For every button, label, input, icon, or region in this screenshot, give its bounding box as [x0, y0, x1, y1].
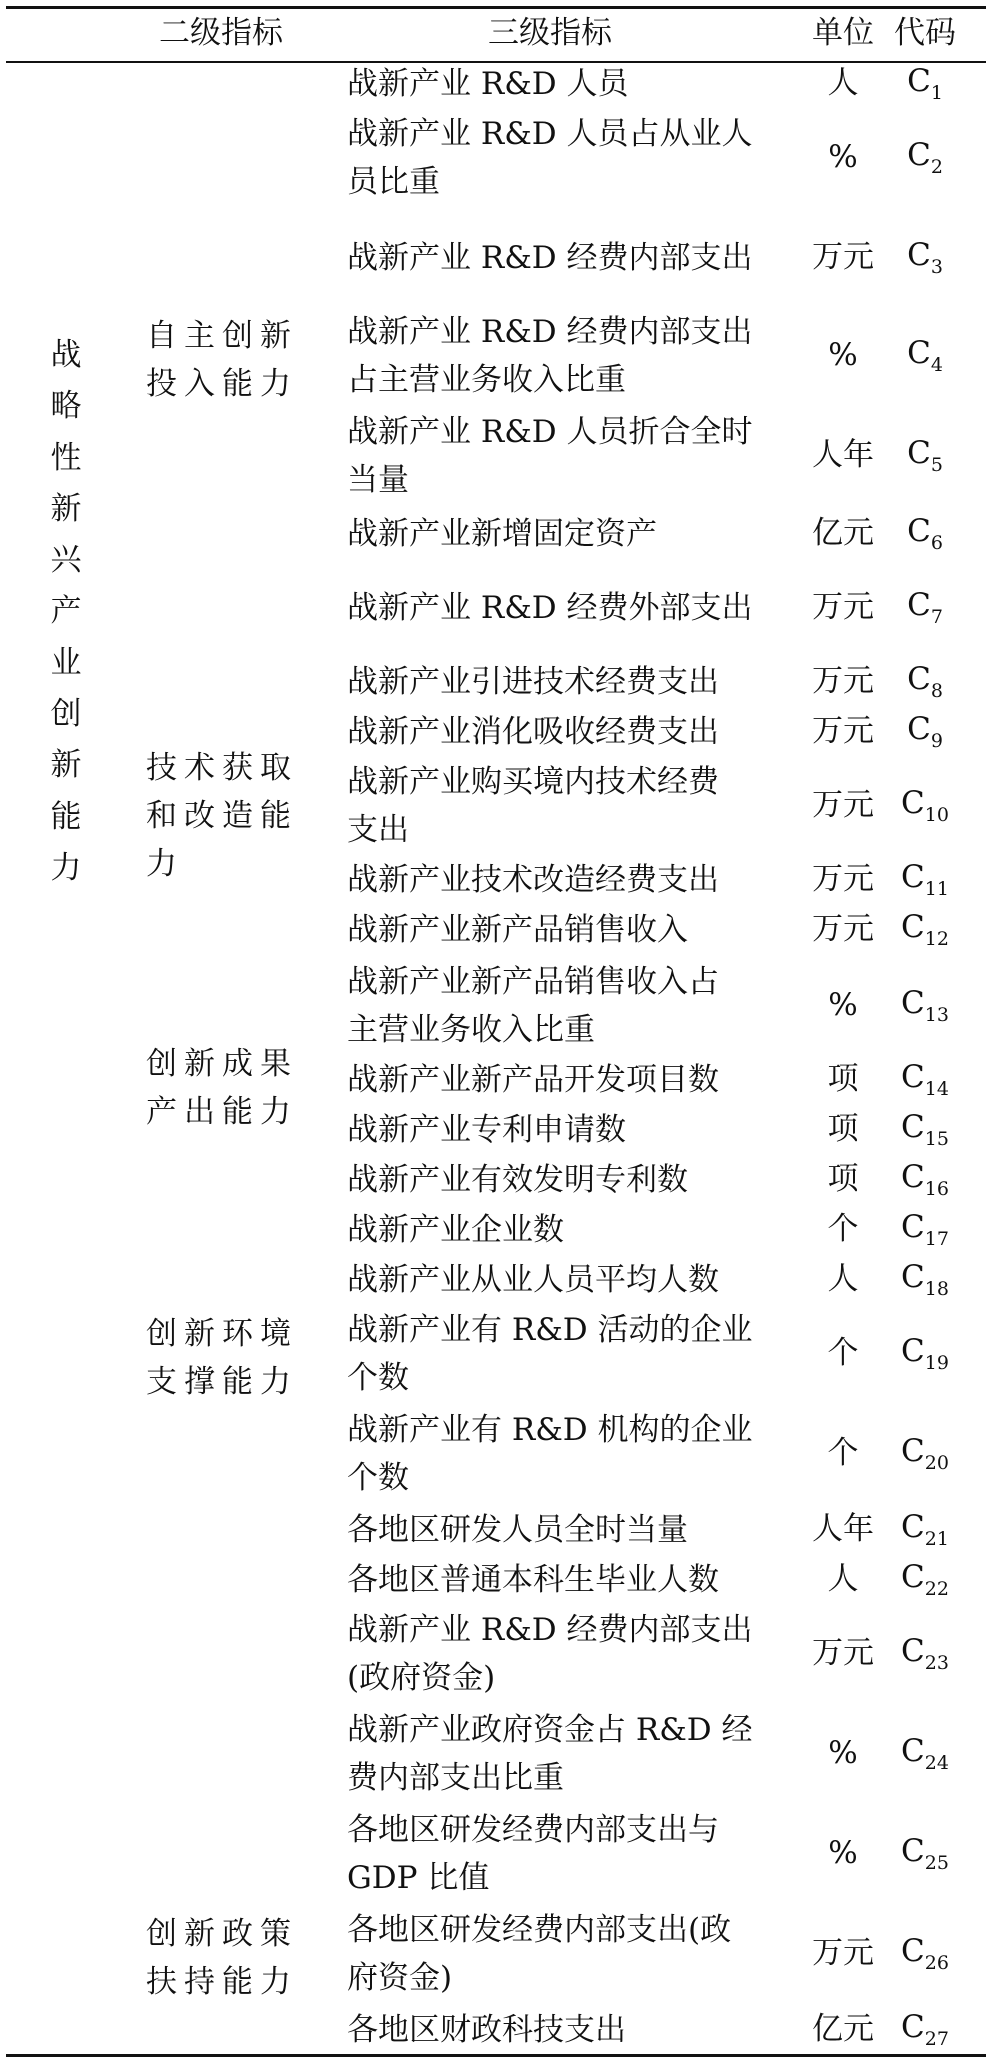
indicator-code: [901, 1159, 949, 1200]
indicator-code-letter: C: [901, 1933, 925, 1969]
indicator-name-line: 各地区研发经费内部支出与: [347, 1812, 719, 1848]
indicator-unit: 个: [827, 1435, 859, 1471]
level2-group: [146, 744, 298, 888]
indicator-code-subscript: 19: [924, 1352, 949, 1374]
indicator-code-letter: C: [901, 859, 925, 895]
indicator-code-subscript: 6: [930, 532, 943, 554]
indicator-code: [907, 513, 943, 554]
indicator-name-line: 战新产业 R&D 经费内部支出: [347, 1612, 753, 1648]
indicator-name-line: 各地区普通本科生毕业人数: [347, 1562, 719, 1598]
indicator-name-line: 当量: [347, 462, 409, 498]
indicator-code-subscript: 16: [924, 1178, 949, 1200]
indicator-code-letter: C: [907, 137, 931, 173]
indicator-unit: %: [828, 987, 858, 1023]
indicator-code-subscript: 17: [924, 1228, 949, 1250]
indicator-name: [347, 1706, 753, 1802]
indicator-code-letter: C: [901, 1633, 925, 1669]
indicator-code-letter: C: [907, 587, 931, 623]
indicator-name-line: 战新产业有效发明专利数: [347, 1162, 688, 1198]
indicator-code: [901, 1433, 949, 1474]
level1-char: 新: [50, 747, 82, 784]
indicator-code: [901, 1259, 949, 1300]
table-bottom-rule: [6, 2054, 986, 2057]
indicator-unit: 万元: [812, 239, 874, 275]
indicator-name-line: 战新产业购买境内技术经费: [347, 764, 719, 800]
level2-group-line: 力: [146, 846, 184, 882]
indicator-name-line: 战新产业技术改造经费支出: [347, 862, 719, 898]
level2-group-line: 支撑能力: [146, 1364, 298, 1400]
indicator-name: [347, 60, 629, 108]
level2-group-line: 技术获取: [146, 750, 298, 786]
header-level2: 二级指标: [159, 15, 283, 51]
level1-label: [48, 330, 84, 894]
indicator-code-subscript: 4: [930, 354, 943, 376]
indicator-name-line: 战新产业新增固定资产: [347, 516, 657, 552]
indicator-name-line: 战新产业新产品销售收入占: [347, 964, 719, 1000]
indicator-code-subscript: 27: [924, 2028, 949, 2050]
indicator-code-subscript: 25: [924, 1852, 949, 1874]
indicator-name-line: (政府资金): [347, 1660, 496, 1696]
indicator-name-line: 战新产业引进技术经费支出: [347, 664, 719, 700]
indicator-code: [901, 909, 949, 950]
indicator-code: [901, 1559, 949, 1600]
indicator-unit: 万元: [812, 589, 874, 625]
indicator-code-letter: C: [901, 1159, 925, 1195]
indicator-name-line: 个数: [347, 1460, 409, 1496]
indicator-code: [907, 63, 943, 104]
indicator-code: [907, 711, 943, 752]
indicator-name: [347, 1906, 731, 2002]
indicator-code-letter: C: [901, 1109, 925, 1145]
indicator-name-line: 费内部支出比重: [347, 1760, 564, 1796]
indicator-code: [901, 1509, 949, 1550]
indicator-name-line: 战新产业 R&D 人员: [347, 66, 629, 102]
indicator-code-subscript: 7: [930, 606, 943, 628]
indicator-code: [901, 1333, 949, 1374]
level1-char: 创: [50, 696, 82, 733]
indicator-name-line: 个数: [347, 1360, 409, 1396]
indicator-name: [347, 1156, 688, 1204]
indicator-name-line: 战新产业 R&D 人员折合全时: [347, 414, 753, 450]
indicator-code-letter: C: [907, 335, 931, 371]
indicator-code: [907, 137, 943, 178]
indicator-code: [907, 237, 943, 278]
indicator-unit: 人: [827, 65, 859, 101]
indicator-name: [347, 408, 753, 504]
indicator-name: [347, 1506, 688, 1554]
indicator-code-subscript: 23: [924, 1652, 949, 1674]
indicator-name: [347, 1306, 753, 1402]
indicator-unit: 亿元: [812, 2011, 874, 2047]
indicator-name: [347, 584, 753, 632]
indicator-name-line: 各地区财政科技支出: [347, 2012, 626, 2048]
indicator-unit: 人: [827, 1561, 859, 1597]
indicator-name-line: 战新产业 R&D 经费外部支出: [347, 590, 753, 626]
level2-group: [146, 1310, 298, 1406]
indicator-unit: 人: [827, 1261, 859, 1297]
indicator-name-line: 员比重: [347, 164, 440, 200]
indicator-unit: 亿元: [812, 515, 874, 551]
level2-group-line: 创新环境: [146, 1316, 298, 1352]
indicator-name-line: GDP 比值: [347, 1860, 490, 1896]
indicator-code: [901, 985, 949, 1026]
indicator-code-subscript: 20: [924, 1452, 949, 1474]
level1-char: 性: [50, 439, 82, 476]
indicator-code-letter: C: [901, 985, 925, 1021]
indicator-code-letter: C: [901, 1333, 925, 1369]
indicator-name: [347, 1106, 626, 1154]
indicator-code: [901, 1209, 949, 1250]
indicator-name-line: 占主营业务收入比重: [347, 362, 626, 398]
indicator-unit: 个: [827, 1211, 859, 1247]
indicator-code-letter: C: [901, 1059, 925, 1095]
indicator-code-subscript: 11: [924, 878, 949, 900]
indicator-name-line: 战新产业企业数: [347, 1212, 564, 1248]
indicator-code-subscript: 2: [930, 156, 943, 178]
indicator-name-line: 战新产业消化吸收经费支出: [347, 714, 719, 750]
indicator-name: [347, 510, 657, 558]
indicator-code-subscript: 10: [924, 804, 949, 826]
indicator-code-letter: C: [907, 513, 931, 549]
indicator-code: [901, 859, 949, 900]
indicator-name: [347, 906, 688, 954]
indicator-unit: %: [828, 139, 858, 175]
indicator-name-line: 各地区研发人员全时当量: [347, 1512, 688, 1548]
header-level3: 三级指标: [488, 15, 612, 51]
header-code: 代码: [894, 15, 956, 51]
level2-group-line: 创新成果: [146, 1046, 298, 1082]
indicator-unit: 万元: [812, 861, 874, 897]
level2-group-line: 和改造能: [146, 798, 298, 834]
level2-group-line: 产出能力: [146, 1094, 298, 1130]
indicator-name-line: 各地区研发经费内部支出(政: [347, 1912, 732, 1948]
indicator-name: [347, 1806, 719, 1902]
indicator-name: [347, 1556, 719, 1604]
indicator-code-letter: C: [901, 2009, 925, 2045]
indicator-name: [347, 1256, 719, 1304]
indicator-unit: %: [828, 1835, 858, 1871]
indicator-code-letter: C: [901, 1733, 925, 1769]
indicator-name: [347, 234, 753, 282]
indicator-code-letter: C: [907, 435, 931, 471]
level1-char: 力: [50, 849, 82, 886]
indicator-name-line: 战新产业有 R&D 机构的企业: [347, 1412, 753, 1448]
level1-char: 兴: [50, 542, 82, 579]
indicator-unit: 万元: [812, 663, 874, 699]
level2-group-line: 投入能力: [146, 366, 298, 402]
indicator-name-line: 战新产业 R&D 经费内部支出: [347, 240, 753, 276]
indicator-code-subscript: 9: [930, 730, 943, 752]
indicator-unit: 项: [827, 1061, 859, 1097]
level1-char: 新: [50, 490, 82, 527]
indicator-unit: 万元: [812, 911, 874, 947]
header-unit: 单位: [812, 15, 874, 51]
level1-char: 战: [50, 337, 82, 373]
indicator-code-subscript: 24: [924, 1752, 949, 1774]
indicator-code-subscript: 26: [924, 1952, 949, 1974]
level2-group: [146, 1040, 298, 1136]
indicator-name-line: 战新产业新产品开发项目数: [347, 1062, 719, 1098]
indicator-name-line: 战新产业有 R&D 活动的企业: [347, 1312, 753, 1348]
level1-char: 产: [50, 593, 82, 630]
indicator-name-line: 战新产业专利申请数: [347, 1112, 626, 1148]
indicator-code-letter: C: [901, 1209, 925, 1245]
indicator-unit: 万元: [812, 713, 874, 749]
indicator-code-subscript: 18: [924, 1278, 949, 1300]
indicator-name: [347, 2006, 626, 2054]
indicator-code-letter: C: [901, 1509, 925, 1545]
indicator-code-letter: C: [901, 909, 925, 945]
indicator-code: [901, 1933, 949, 1974]
indicator-name: [347, 758, 719, 854]
table-top-rule: [6, 6, 986, 9]
indicator-unit: 万元: [812, 1935, 874, 1971]
indicator-code-subscript: 3: [930, 256, 943, 278]
indicator-code: [907, 587, 943, 628]
indicator-name: [347, 658, 719, 706]
indicator-code-subscript: 13: [924, 1004, 949, 1026]
indicator-code: [901, 1109, 949, 1150]
indicator-unit: 项: [827, 1161, 859, 1197]
indicator-code-letter: C: [907, 711, 931, 747]
indicator-name-line: 府资金): [347, 1960, 453, 1996]
indicator-code-letter: C: [901, 785, 925, 821]
indicator-unit: 人年: [812, 437, 874, 473]
indicator-name: [347, 708, 719, 756]
indicator-code: [907, 335, 943, 376]
indicator-code-subscript: 15: [924, 1128, 949, 1150]
indicator-code: [907, 661, 943, 702]
indicator-unit: 万元: [812, 787, 874, 823]
level1-char: 业: [50, 644, 82, 681]
indicator-code-subscript: 1: [930, 82, 943, 104]
level2-group-line: 自主创新: [146, 318, 298, 354]
indicator-code: [901, 1833, 949, 1874]
indicator-code-subscript: 5: [930, 454, 943, 476]
indicator-code-subscript: 22: [924, 1578, 949, 1600]
level2-group-line: 扶持能力: [146, 1964, 298, 2000]
level2-group: [146, 312, 298, 408]
indicator-code-letter: C: [901, 1559, 925, 1595]
indicator-unit: 项: [827, 1111, 859, 1147]
indicator-code-letter: C: [907, 63, 931, 99]
indicator-code: [901, 1059, 949, 1100]
indicator-name-line: 战新产业从业人员平均人数: [347, 1262, 719, 1298]
level2-group-line: 创新政策: [146, 1916, 298, 1952]
indicator-name-line: 战新产业新产品销售收入: [347, 912, 688, 948]
level2-group: [146, 1910, 298, 2006]
indicator-code-letter: C: [901, 1433, 925, 1469]
indicator-code-letter: C: [907, 661, 931, 697]
indicator-code: [901, 785, 949, 826]
indicator-code-letter: C: [901, 1833, 925, 1869]
indicator-name: [347, 1056, 719, 1104]
indicator-code-letter: C: [901, 1259, 925, 1295]
indicator-name: [347, 1406, 753, 1502]
level1-char: 略: [50, 388, 82, 425]
indicator-name: [347, 856, 719, 904]
indicator-code: [901, 1633, 949, 1674]
indicator-code-letter: C: [907, 237, 931, 273]
indicator-name: [347, 1206, 564, 1254]
indicator-name-line: 战新产业政府资金占 R&D 经: [347, 1712, 753, 1748]
indicator-code-subscript: 12: [924, 928, 949, 950]
indicator-name-line: 支出: [347, 812, 409, 848]
indicator-code-subscript: 8: [930, 680, 943, 702]
indicator-code: [901, 1733, 949, 1774]
indicator-name: [347, 1606, 753, 1702]
indicator-name-line: 战新产业 R&D 经费内部支出: [347, 314, 753, 350]
indicator-name-line: 主营业务收入比重: [347, 1012, 595, 1048]
indicator-unit: %: [828, 337, 858, 373]
indicator-unit: 人年: [812, 1511, 874, 1547]
indicator-unit: %: [828, 1735, 858, 1771]
indicator-unit: 个: [827, 1335, 859, 1371]
indicator-code-subscript: 14: [924, 1078, 949, 1100]
indicator-name: [347, 110, 753, 206]
indicator-name-line: 战新产业 R&D 人员占从业人: [347, 116, 753, 152]
level1-char: 能: [50, 798, 82, 835]
indicator-name: [347, 958, 719, 1054]
indicator-name: [347, 308, 753, 404]
indicator-code: [901, 2009, 949, 2050]
indicator-unit: 万元: [812, 1635, 874, 1671]
indicator-code-subscript: 21: [924, 1528, 949, 1550]
indicator-code: [907, 435, 943, 476]
